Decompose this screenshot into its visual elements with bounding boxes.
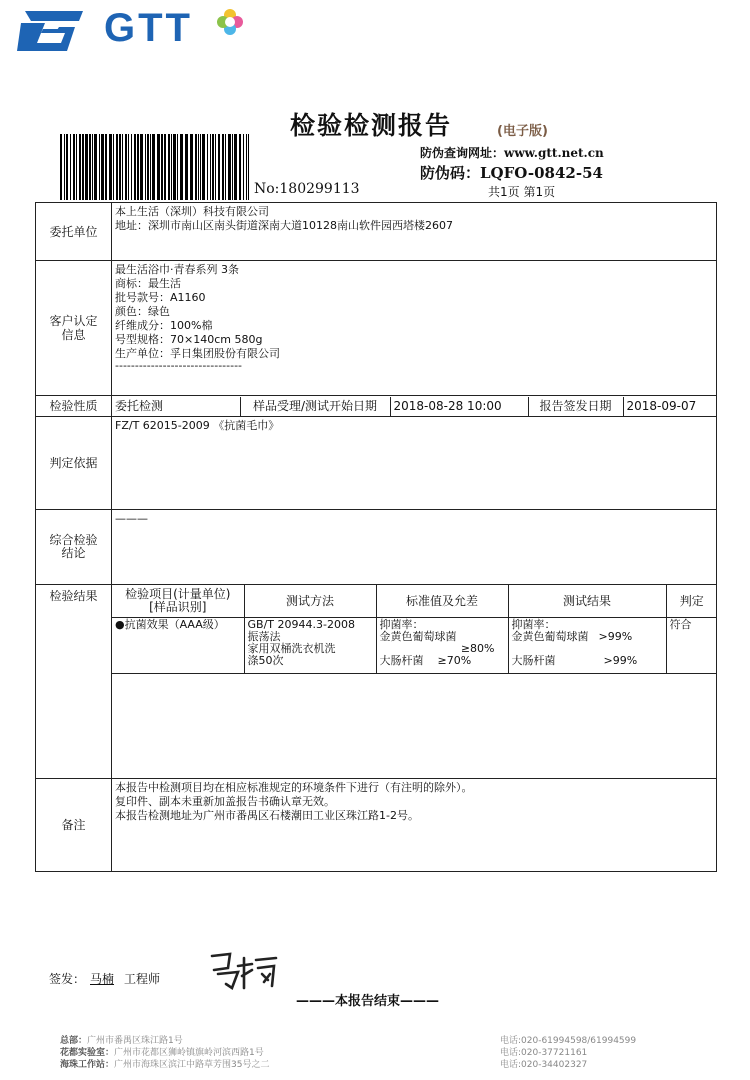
test-result: 抑菌率： 金黄色葡萄球菌 >99% 大肠杆菌 >99% bbox=[508, 618, 666, 674]
signer-title: 工程师 bbox=[124, 972, 161, 986]
report-table bbox=[35, 202, 717, 872]
report-number: No:180299113 bbox=[254, 181, 360, 197]
col-header-result: 测试结果 bbox=[508, 585, 666, 618]
footer-row: 总部：广州市番禺区珠江路1号 bbox=[60, 1036, 183, 1046]
info-line: 批号款号：A1160 bbox=[115, 291, 206, 304]
col-header-item-text: 检验项目(计量单位) [样品识别] bbox=[125, 587, 231, 614]
footer-row: 花都实验室：广州市花都区狮岭镇旗岭河滨西路1号 bbox=[60, 1048, 264, 1058]
info-line: 号型规格：70×140cm 580g bbox=[115, 333, 263, 346]
basis-label: 判定依据 bbox=[36, 417, 112, 510]
client-info-label: 客户认定信息 bbox=[36, 261, 112, 396]
page-count: 共1页 第1页 bbox=[488, 185, 556, 199]
footer-addresses bbox=[60, 1035, 269, 1071]
remarks-list bbox=[112, 779, 717, 872]
conclusion-value: ——— bbox=[112, 510, 717, 585]
basis-value: FZ/T 62015-2009 《抗菌毛巾》 bbox=[112, 417, 717, 510]
table-row bbox=[112, 618, 717, 674]
info-line: -------------------------------- bbox=[115, 359, 243, 372]
start-date: 2018-08-28 10:00 bbox=[390, 397, 528, 416]
footer-phones bbox=[500, 1035, 636, 1071]
footer-phone: 电话:020-37721161 bbox=[500, 1048, 588, 1058]
remark-line: 本报告检测地址为广州市番禺区石楼潮田工业区珠江路1-2号。 bbox=[115, 809, 419, 822]
info-line: 商标：最生活 bbox=[115, 277, 181, 290]
footer-row: 海珠工作站：广州市海珠区滨江中路草芳围35号之二 bbox=[60, 1060, 270, 1070]
col-header-method: 测试方法 bbox=[244, 585, 376, 618]
verify-url: 防伪查询网址：www.gtt.net.cn bbox=[420, 146, 604, 160]
handwritten-signature-icon bbox=[208, 948, 280, 992]
conclusion-label: 综合检验结论 bbox=[36, 510, 112, 585]
client-name: 本上生活（深圳）科技有限公司 bbox=[115, 205, 269, 218]
issue-date: 2018-09-07 bbox=[626, 399, 697, 413]
client-label: 委托单位 bbox=[36, 203, 112, 261]
table-row-empty bbox=[112, 674, 717, 776]
info-line: 颜色：绿色 bbox=[115, 305, 170, 318]
info-line: 最生活浴巾·青春系列 3条 bbox=[115, 263, 239, 276]
report-title: 检验检测报告 bbox=[290, 111, 453, 140]
results-label: 检验结果 bbox=[36, 585, 112, 779]
standard-value: 抑菌率： 金黄色葡萄球菌 ≥80% 大肠杆菌 ≥70% bbox=[376, 618, 508, 674]
info-line: 纤维成分：100%棉 bbox=[115, 319, 213, 332]
verdict-value: 符合 bbox=[666, 618, 717, 674]
signer-name: 马楠 bbox=[90, 972, 115, 986]
client-address: 地址：深圳市南山区南头街道深南大道10128南山软件园西塔楼2607 bbox=[115, 219, 453, 232]
sign-label: 签发： bbox=[49, 972, 86, 986]
start-date-label: 样品受理/测试开始日期 bbox=[240, 397, 390, 416]
issue-date-label: 报告签发日期 bbox=[528, 397, 623, 416]
client-info-list bbox=[112, 261, 717, 396]
report-end-text: ———本报告结束——— bbox=[296, 994, 440, 1009]
nature-label: 检验性质 bbox=[36, 396, 112, 417]
brand-name: GTT bbox=[104, 6, 193, 50]
remarks-label: 备注 bbox=[36, 779, 112, 872]
footer-phone: 电话:020-34402327 bbox=[500, 1060, 588, 1070]
flower-logo-icon bbox=[216, 8, 244, 36]
test-method: GB/T 20944.3-2008 振荡法 家用双桶洗衣机洗 涤50次 bbox=[244, 618, 376, 674]
footer-phone: 电话:020-61994598/61994599 bbox=[500, 1036, 637, 1046]
col-header-verdict: 判定 bbox=[666, 585, 717, 618]
barcode-icon bbox=[58, 134, 254, 200]
nature-value: 委托检测 bbox=[112, 397, 240, 416]
gtt-logo-mark-icon bbox=[15, 9, 85, 53]
remark-line: 复印件、副本未重新加盖报告书确认章无效。 bbox=[115, 795, 335, 808]
report-subtitle: (电子版) bbox=[497, 124, 548, 139]
verify-code: 防伪码：LQFO-0842-54 bbox=[420, 164, 603, 182]
remark-line: 本报告中检测项目均在相应标准规定的环境条件下进行（有注明的除外）。 bbox=[115, 781, 473, 794]
test-item: ●抗菌效果（AAA级） bbox=[112, 618, 244, 674]
results-table bbox=[112, 585, 717, 776]
col-header-standard: 标准值及允差 bbox=[376, 585, 508, 618]
col-header-item bbox=[112, 585, 244, 618]
info-line: 生产单位：孚日集团股份有限公司 bbox=[115, 347, 280, 360]
